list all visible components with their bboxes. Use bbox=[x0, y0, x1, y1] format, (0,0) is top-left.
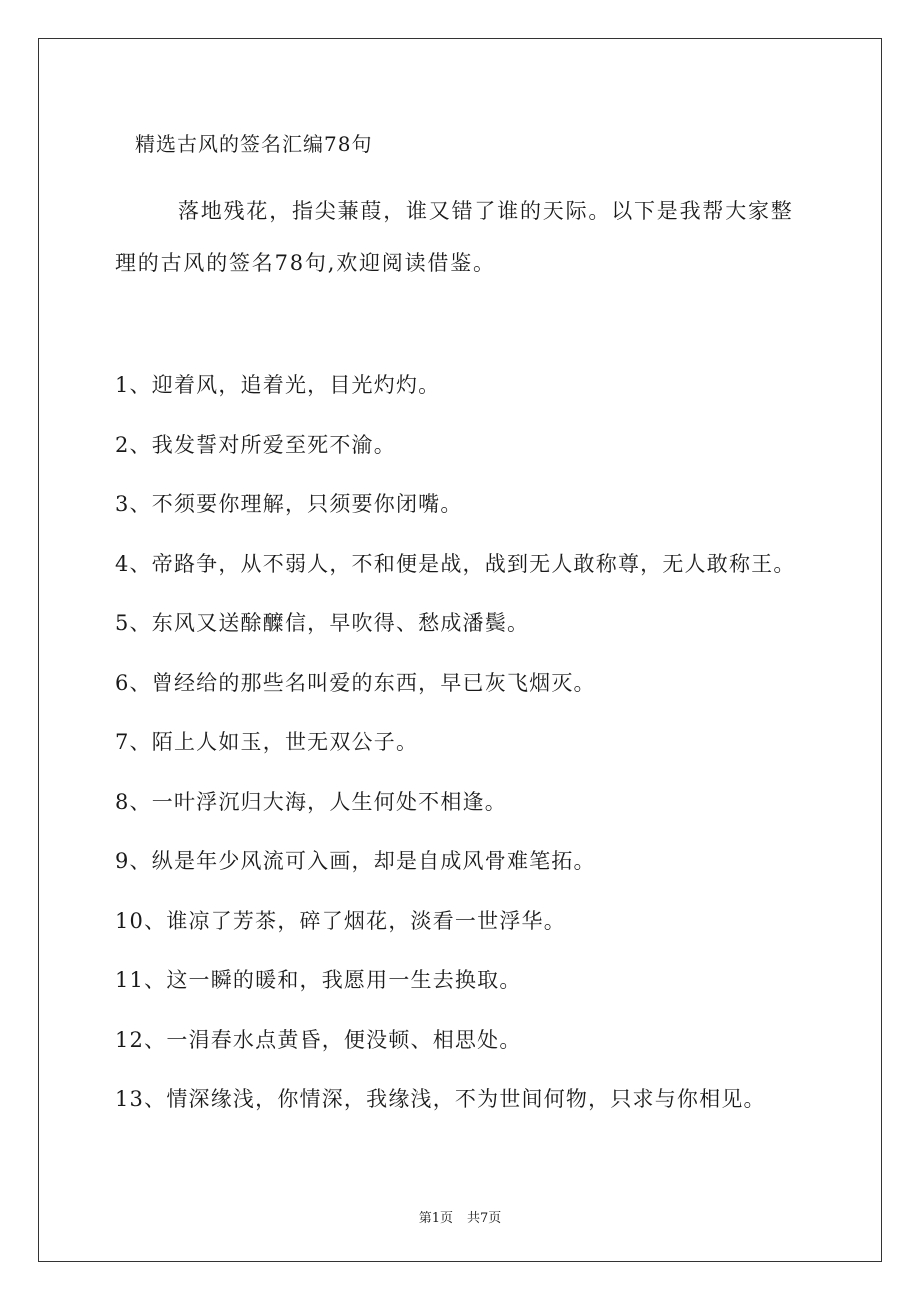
list-item: 10、谁凉了芳茶，碎了烟花，淡看一世浮华。 bbox=[115, 908, 566, 933]
page-number: 第1页 bbox=[418, 1211, 453, 1226]
list-item: 12、一涓春水点黄昏，便没顿、相思处。 bbox=[115, 1027, 522, 1052]
list-item: 6、曾经给的那些名叫爱的东西，早已灰飞烟灭。 bbox=[115, 670, 596, 695]
list-item: 8、一叶浮沉归大海，人生何处不相逢。 bbox=[115, 789, 507, 814]
list-item: 5、东风又送酴醾信，早吹得、愁成潘鬓。 bbox=[115, 611, 530, 635]
list-item: 1、迎着风，追着光，目光灼灼。 bbox=[115, 373, 441, 397]
signature-list bbox=[115, 366, 796, 1140]
list-item: 7、陌上人如玉，世无双公子。 bbox=[115, 730, 419, 754]
page-total: 共7页 bbox=[467, 1211, 502, 1226]
intro-paragraph: 落地残花，指尖蒹葭，谁又错了谁的天际。以下是我帮大家整理的古风的签名78句,欢迎阅读借鉴。 bbox=[115, 199, 794, 275]
list-item: 11、这一瞬的暖和，我愿用一生去换取。 bbox=[115, 968, 522, 992]
list-item: 13、情深缘浅，你情深，我缘浅，不为世间何物，只求与你相见。 bbox=[115, 1087, 766, 1111]
list-item: 2、我发誓对所爱至死不渝。 bbox=[115, 432, 396, 457]
list-item: 9、纵是年少风流可入画，却是自成风骨难笔拓。 bbox=[115, 849, 596, 873]
list-item: 3、不须要你理解，只须要你闭嘴。 bbox=[115, 492, 463, 516]
page-footer bbox=[0, 1207, 920, 1226]
list-item: 4、帝路争，从不弱人，不和便是战，战到无人敢称尊，无人敢称王。 bbox=[115, 551, 796, 576]
document-title: 精选古风的签名汇编78句 bbox=[135, 132, 373, 156]
